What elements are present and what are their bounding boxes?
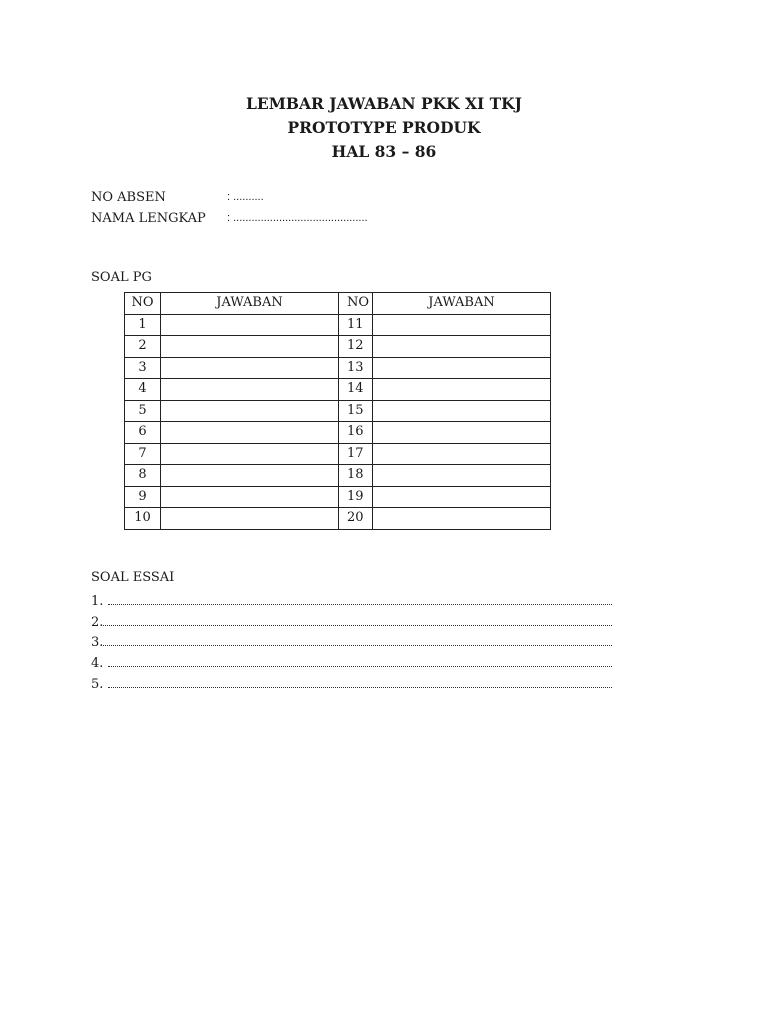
answer-cell-right[interactable]	[373, 508, 551, 530]
absen-field[interactable]: : ..........	[227, 191, 264, 203]
table-row	[125, 379, 551, 401]
answer-cell-right[interactable]	[373, 314, 551, 336]
answer-cell-right[interactable]	[373, 336, 551, 358]
answer-cell-left[interactable]	[161, 379, 339, 401]
table-row	[125, 422, 551, 444]
essay-number: 2.	[91, 614, 104, 630]
row-number-left: 5	[125, 400, 161, 422]
table-row	[125, 508, 551, 530]
row-number-left: 2	[125, 336, 161, 358]
essay-number: 4.	[91, 656, 108, 672]
essay-answer-field[interactable]	[108, 675, 612, 688]
row-number-right: 19	[339, 486, 373, 508]
header-jawaban-right: JAWABAN	[373, 293, 551, 315]
answer-cell-right[interactable]	[373, 465, 551, 487]
essay-answer-field[interactable]	[108, 654, 612, 667]
essay-number: 3.	[91, 635, 104, 651]
row-number-right: 15	[339, 400, 373, 422]
row-number-right: 13	[339, 357, 373, 379]
essay-line	[91, 633, 612, 654]
title-line-3: HAL 83 – 86	[331, 142, 437, 161]
absen-row	[91, 187, 368, 208]
absen-label: NO ABSEN	[91, 190, 166, 205]
row-number-left: 8	[125, 465, 161, 487]
title-line-1: LEMBAR JAWABAN PKK XI TKJ	[245, 94, 522, 113]
row-number-right: 14	[339, 379, 373, 401]
row-number-right: 18	[339, 465, 373, 487]
essay-number: 1.	[91, 594, 108, 609]
table-row	[125, 336, 551, 358]
answer-cell-right[interactable]	[373, 357, 551, 379]
table-row	[125, 357, 551, 379]
header-jawaban-left: JAWABAN	[161, 293, 339, 315]
nama-field[interactable]: : ............................................	[227, 212, 368, 224]
row-number-left: 9	[125, 486, 161, 508]
essay-line	[91, 654, 612, 675]
essay-list	[91, 592, 612, 696]
table-row	[125, 486, 551, 508]
row-number-right: 16	[339, 422, 373, 444]
essay-answer-field[interactable]	[103, 613, 612, 626]
answer-cell-right[interactable]	[373, 443, 551, 465]
essay-answer-field[interactable]	[108, 592, 612, 605]
table-row	[125, 400, 551, 422]
essay-line	[91, 675, 612, 696]
answer-cell-left[interactable]	[161, 400, 339, 422]
answer-cell-right[interactable]	[373, 400, 551, 422]
row-number-right: 17	[339, 443, 373, 465]
essay-answer-field[interactable]	[103, 633, 612, 646]
row-number-left: 10	[125, 508, 161, 530]
table-row	[125, 314, 551, 336]
table-header-row	[125, 293, 551, 315]
nama-label: NAMA LENGKAP	[91, 211, 206, 226]
row-number-right: 20	[339, 508, 373, 530]
answer-cell-left[interactable]	[161, 443, 339, 465]
row-number-right: 12	[339, 336, 373, 358]
answer-cell-right[interactable]	[373, 486, 551, 508]
header-no-left: NO	[125, 293, 161, 315]
soal-pg-table	[124, 292, 551, 530]
nama-row	[91, 208, 368, 229]
table-row	[125, 443, 551, 465]
title-block	[0, 92, 768, 164]
row-number-right: 11	[339, 314, 373, 336]
table-row	[125, 465, 551, 487]
row-number-left: 7	[125, 443, 161, 465]
soal-essai-label: SOAL ESSAI	[91, 570, 175, 585]
answer-cell-left[interactable]	[161, 357, 339, 379]
essay-line	[91, 613, 612, 634]
header-no-right: NO	[339, 293, 373, 315]
identity-section	[91, 187, 368, 229]
row-number-left: 1	[125, 314, 161, 336]
answer-cell-left[interactable]	[161, 508, 339, 530]
answer-cell-right[interactable]	[373, 422, 551, 444]
answer-cell-left[interactable]	[161, 314, 339, 336]
answer-cell-left[interactable]	[161, 486, 339, 508]
essay-line	[91, 592, 612, 613]
row-number-left: 4	[125, 379, 161, 401]
soal-pg-label: SOAL PG	[91, 270, 152, 285]
row-number-left: 6	[125, 422, 161, 444]
title-line-2: PROTOTYPE PRODUK	[287, 118, 481, 137]
row-number-left: 3	[125, 357, 161, 379]
answer-cell-left[interactable]	[161, 465, 339, 487]
answer-cell-right[interactable]	[373, 379, 551, 401]
answer-cell-left[interactable]	[161, 336, 339, 358]
essay-number: 5.	[91, 676, 108, 692]
answer-cell-left[interactable]	[161, 422, 339, 444]
